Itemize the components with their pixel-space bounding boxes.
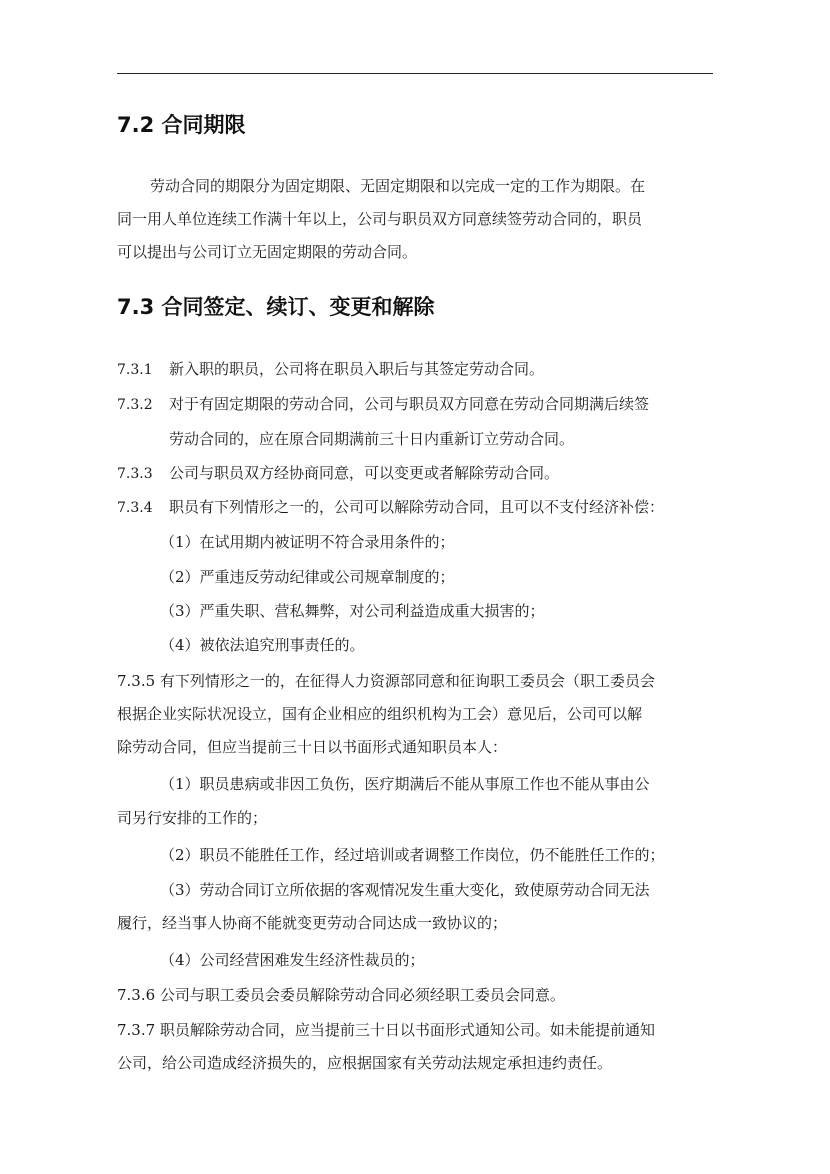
s72-line-3: 可以提出与公司订立无固定期限的劳动合同。 — [117, 243, 418, 261]
clause-7-3-3 — [117, 463, 559, 484]
clause-7-3-7-line-2: 公司，给公司造成经济损失的，应根据国家有关劳动法规定承担违约责任。 — [117, 1054, 613, 1072]
c734-item-1: （1）在试用期内被证明不符合录用条件的； — [160, 533, 455, 551]
clause-7-3-5-line-1: 7.3.5 有下列情形之一的，在征得人力资源部同意和征询职工委员会（职工委员会 — [117, 672, 655, 690]
c735-item-3-line-2: 履行，经当事人协商不能就变更劳动合同达成一致协议的； — [117, 914, 508, 932]
c734-item-2: （2）严重违反劳动纪律或公司规章制度的； — [160, 568, 455, 586]
header-rule — [117, 73, 713, 74]
clause-7-3-6: 7.3.6 公司与职工委员会委员解除劳动合同必须经职工委员会同意。 — [117, 986, 565, 1004]
c735-item-4: （4）公司经营困难发生经济性裁员的； — [160, 951, 425, 969]
clause-text: 对于有固定期限的劳动合同，公司与职员双方同意在劳动合同期满后续签 — [169, 395, 650, 413]
s72-line-2: 同一用人单位连续工作满十年以上，公司与职员双方同意续签劳动合同的，职员 — [117, 210, 643, 228]
clause-text: 新入职的职员，公司将在职员入职后与其签定劳动合同。 — [169, 360, 545, 378]
s72-line-1: 劳动合同的期限分为固定期限、无固定期限和以完成一定的工作为期限。在 — [150, 177, 646, 195]
c735-item-1-line-2: 司另行安排的工作的； — [117, 809, 268, 827]
clause-text: 职员有下列情形之一的，公司可以解除劳动合同，且可以不支付经济补偿： — [169, 498, 665, 516]
c734-item-3: （3）严重失职、营私舞弊，对公司利益造成重大损害的； — [160, 602, 545, 620]
clause-7-3-2-cont: 劳动合同的，应在原合同期满前三十日内重新订立劳动合同。 — [169, 430, 575, 448]
clause-7-3-4 — [117, 497, 664, 518]
clause-number: 7.3.3 — [117, 466, 153, 482]
clause-number: 7.3.1 — [117, 362, 153, 378]
clause-number: 7.3.4 — [117, 500, 153, 516]
clause-text: 公司与职员双方经协商同意，可以变更或者解除劳动合同。 — [169, 464, 560, 482]
section-7-3-heading: 7.3 合同签定、续订、变更和解除 — [117, 295, 435, 319]
c734-item-4: （4）被依法追究刑事责任的。 — [160, 636, 365, 654]
c735-item-2: （2）职员不能胜任工作，经过培训或者调整工作岗位，仍不能胜任工作的； — [160, 846, 665, 864]
clause-number: 7.3.2 — [117, 397, 153, 413]
clause-7-3-2 — [117, 394, 649, 415]
section-7-2-heading: 7.2 合同期限 — [117, 113, 246, 137]
clause-7-3-5-line-3: 除劳动合同，但应当提前三十日以书面形式通知职员本人： — [117, 738, 508, 756]
clause-7-3-7-line-1: 7.3.7 职员解除劳动合同，应当提前三十日以书面形式通知公司。如未能提前通知 — [117, 1021, 655, 1039]
clause-7-3-1 — [117, 359, 544, 380]
c735-item-3-line-1: （3）劳动合同订立所依据的客观情况发生重大变化，致使原劳动合同无法 — [160, 881, 650, 899]
c735-item-1-line-1: （1）职员患病或非因工负伤，医疗期满后不能从事原工作也不能从事由公 — [160, 775, 650, 793]
clause-7-3-5-line-2: 根据企业实际状况设立，国有企业相应的组织机构为工会）意见后，公司可以解 — [117, 705, 643, 723]
